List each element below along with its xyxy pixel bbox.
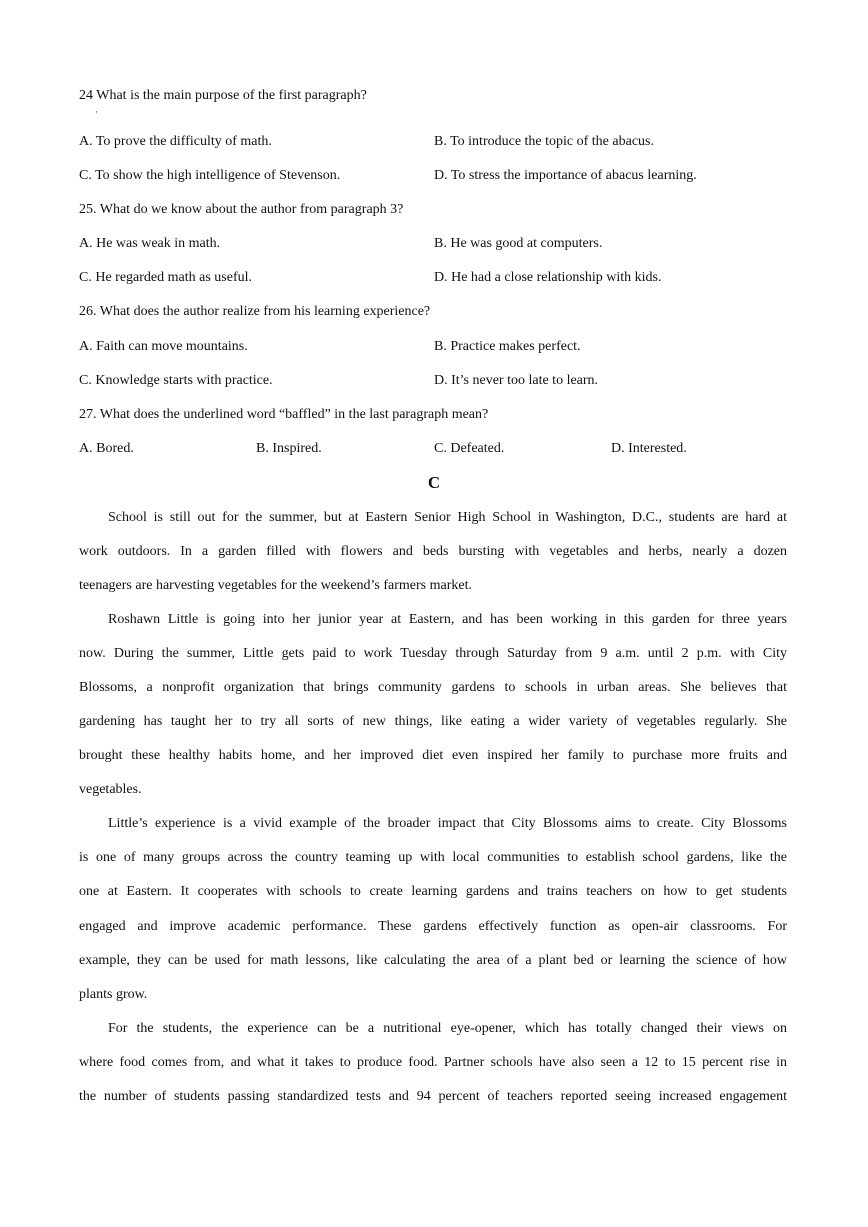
paragraph-3-line: plants grow. [79, 987, 148, 1002]
paragraph-4-line: For the students, the experience can be a nutritional eye-opener, which has totally changed their views on [108, 1021, 787, 1036]
question-25-option-a: A. He was weak in math. [79, 236, 221, 251]
paragraph-3-line: Little’s experience is a vivid example of the broader impact that City Blossoms aims to create. City Blossoms [108, 816, 787, 831]
question-24-option-b: B. To introduce the topic of the abacus. [434, 134, 654, 149]
paragraph-2-line: gardening has taught her to try all sorts of new things, like eating a wider variety of vegetables regularly. She [79, 714, 787, 729]
paragraph-4-line: the number of students passing standardized tests and 94 percent of teachers reported seeing increased engagement [79, 1089, 787, 1104]
question-26-option-c: C. Knowledge starts with practice. [79, 373, 273, 388]
question-24-option-d: D. To stress the importance of abacus learning. [434, 168, 697, 183]
paragraph-1-line: teenagers are harvesting vegetables for the weekend’s farmers market. [79, 578, 472, 593]
paragraph-2-line: Roshawn Little is going into her junior year at Eastern, and has been working in this garden for three years [108, 612, 787, 627]
question-26-option-b: B. Practice makes perfect. [434, 339, 581, 354]
question-25-option-d: D. He had a close relationship with kids. [434, 270, 662, 285]
question-24-stem: 24 What is the main purpose of the first paragraph? [79, 88, 367, 103]
question-25-option-c: C. He regarded math as useful. [79, 270, 252, 285]
paragraph-4-line: where food comes from, and what it takes to produce food. Partner schools have also seen a 12 to 15 percent rise in [79, 1055, 787, 1070]
question-24-option-c: C. To show the high intelligence of Stevenson. [79, 168, 341, 183]
question-25-stem: 25. What do we know about the author from paragraph 3? [79, 202, 404, 217]
paragraph-2-line: Blossoms, a nonprofit organization that brings community gardens to schools in urban areas. She believes that [79, 680, 787, 695]
section-title: C [427, 473, 441, 492]
paragraph-3-line: is one of many groups across the country teaming up with local communities to establish school gardens, like the [79, 850, 787, 865]
question-27-option-c: C. Defeated. [434, 441, 505, 456]
paragraph-3-line: engaged and improve academic performance. These gardens effectively function as open-air classrooms. For [79, 919, 787, 934]
paragraph-2-line: now. During the summer, Little gets paid to work Tuesday through Saturday from 9 a.m. until 2 p.m. with City [79, 646, 787, 661]
question-25-option-b: B. He was good at computers. [434, 236, 603, 251]
question-27-option-d: D. Interested. [611, 441, 687, 456]
paragraph-3-line: example, they can be used for math lessons, like calculating the area of a plant bed or learning the science of how [79, 953, 787, 968]
stray-mark: · [95, 107, 98, 117]
paragraph-1-line: work outdoors. In a garden filled with flowers and beds bursting with vegetables and herbs, nearly a dozen [79, 544, 787, 559]
paragraph-2-line: brought these healthy habits home, and her improved diet even inspired her family to purchase more fruits and [79, 748, 787, 763]
question-26-stem: 26. What does the author realize from his learning experience? [79, 304, 431, 319]
question-27-option-b: B. Inspired. [256, 441, 322, 456]
question-26-option-d: D. It’s never too late to learn. [434, 373, 599, 388]
paragraph-1-line: School is still out for the summer, but at Eastern Senior High School in Washington, D.C., students are hard at [108, 510, 787, 525]
paragraph-2-line: vegetables. [79, 782, 142, 797]
question-26-option-a: A. Faith can move mountains. [79, 339, 248, 354]
paragraph-3-line: one at Eastern. It cooperates with schools to create learning gardens and trains teachers on how to get students [79, 884, 787, 899]
question-27-stem: 27. What does the underlined word “baffled” in the last paragraph mean? [79, 407, 489, 422]
question-24-option-a: A. To prove the difficulty of math. [79, 134, 272, 149]
question-27-option-a: A. Bored. [79, 441, 134, 456]
